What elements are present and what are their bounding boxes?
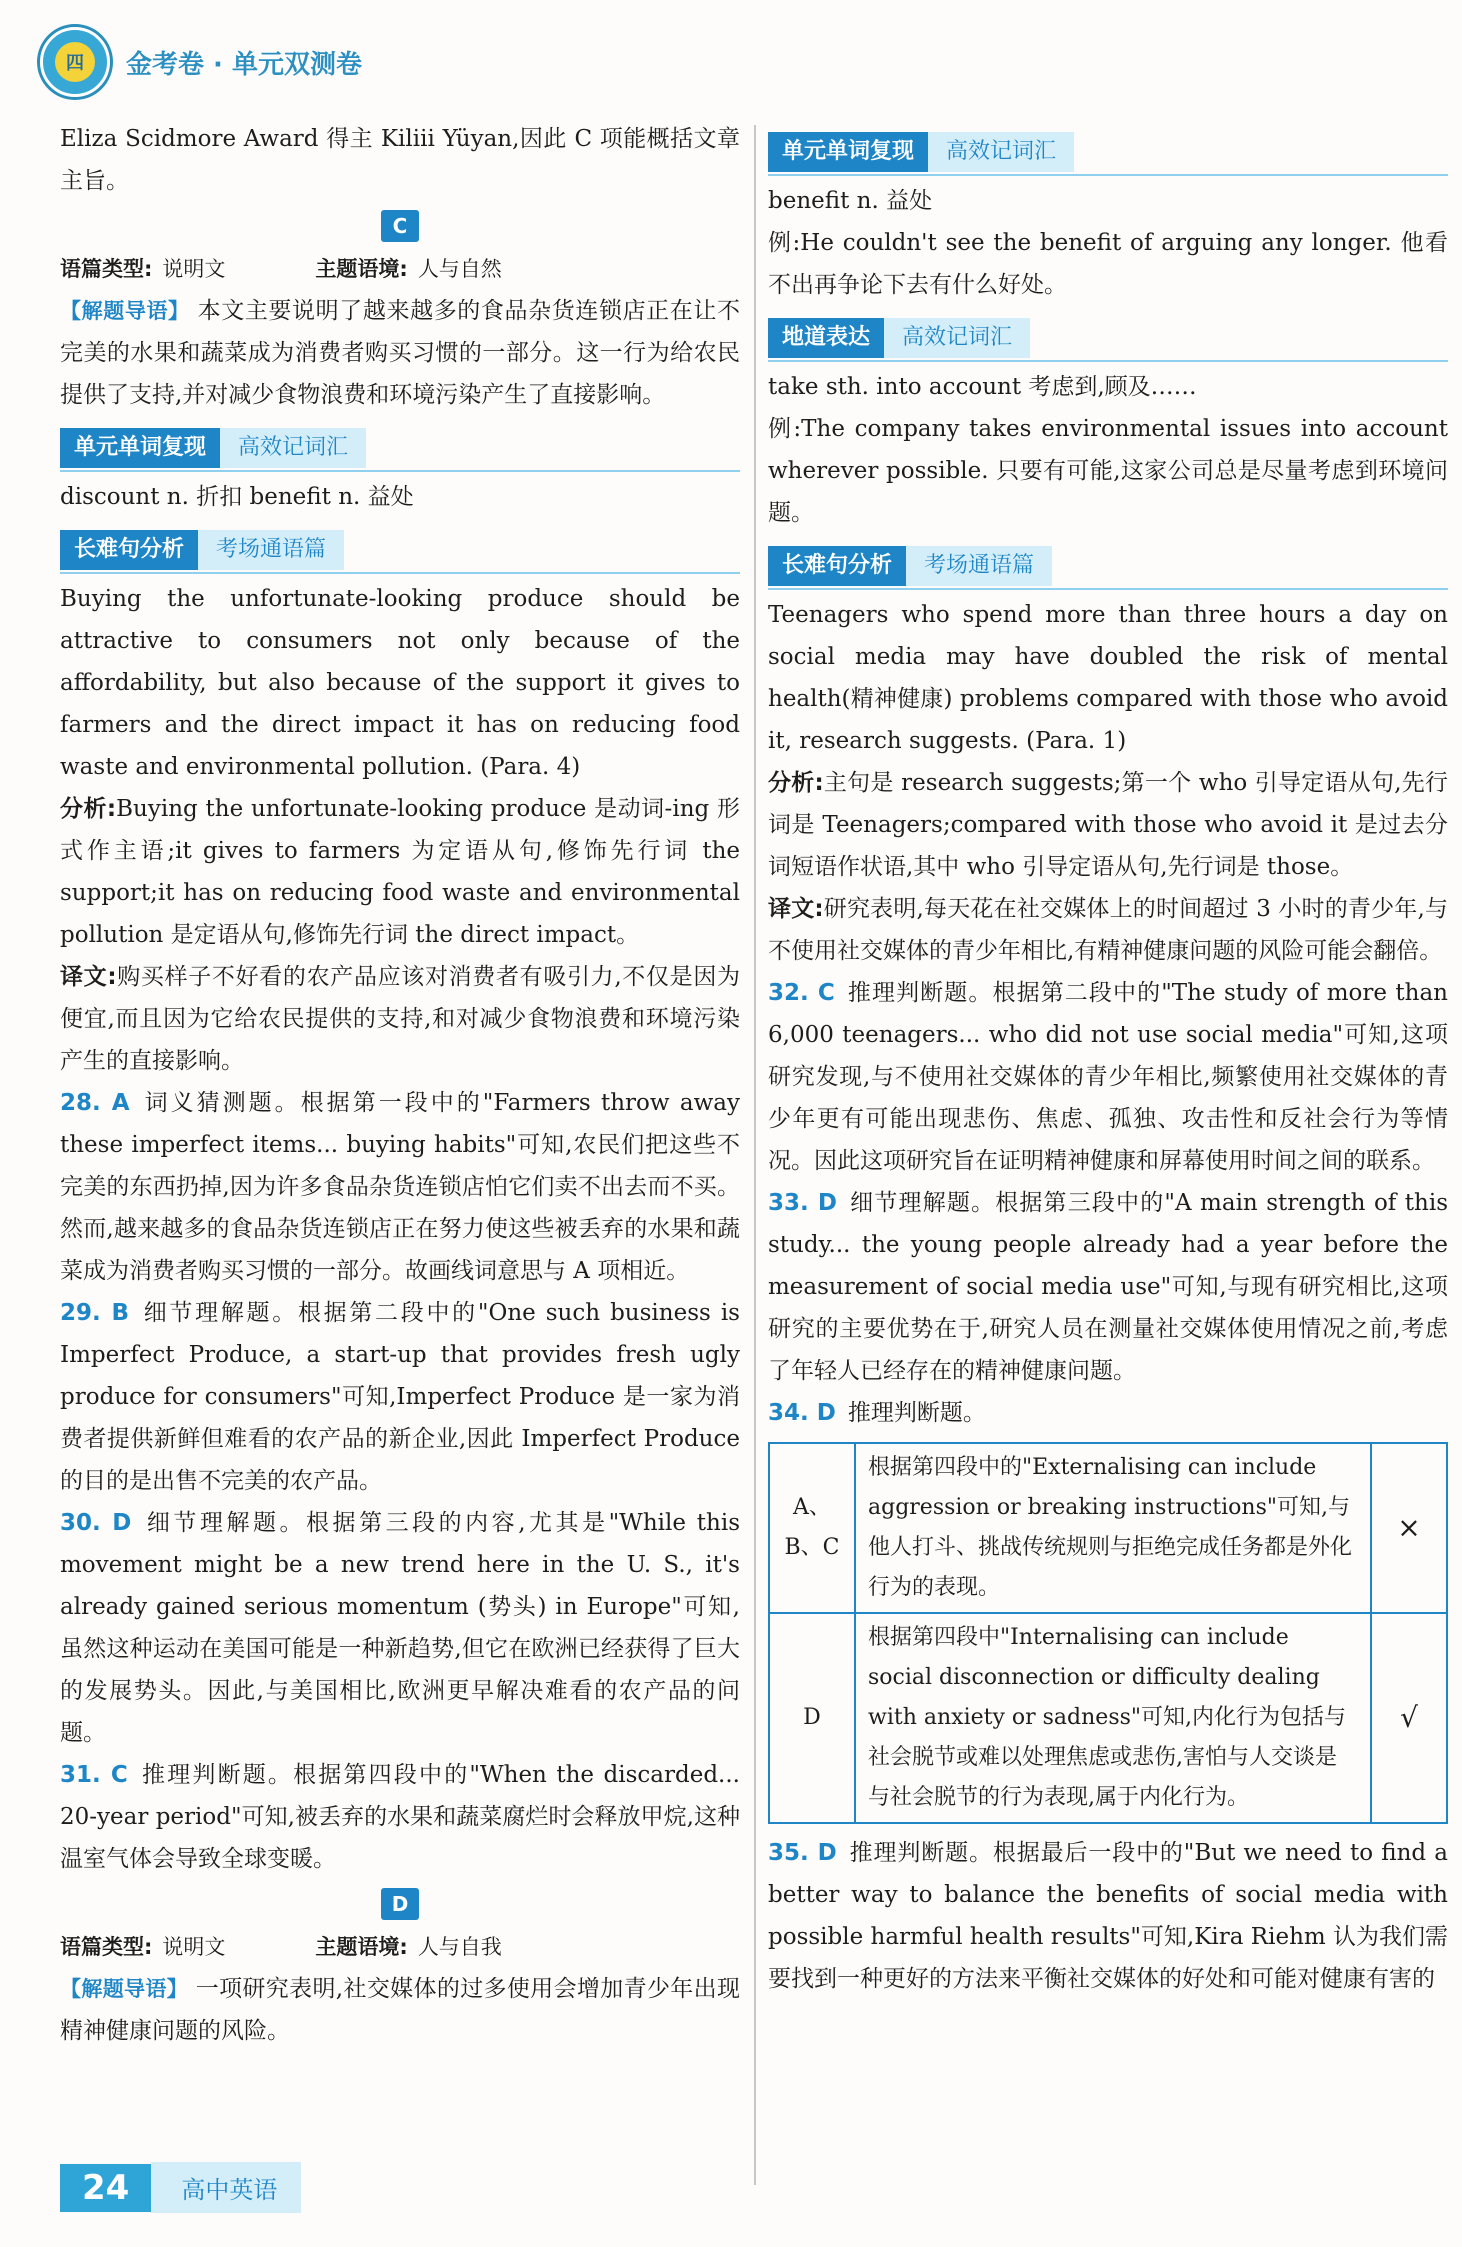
answer-31: 31. C 推理判断题。根据第四段中的"When the discarded... 20-year period"可知,被丢弃的水果和蔬菜腐烂时会释放甲烷,这种温室气体会导致全球变暖。 bbox=[60, 1762, 740, 1872]
passage-c-lead: 【解题导语】 本文主要说明了越来越多的食品杂货连锁店正在让不完美的水果和蔬菜成为消费者购买习惯的一部分。这一行为给农民提供了支持,并对减少食物浪费和环境污染产生了直接影响。 bbox=[60, 298, 741, 408]
brand-title: 金考卷 · 单元双测卷 bbox=[126, 49, 362, 80]
answer-29: 29. B 细节理解题。根据第二段中的"One such business is Imperfect Produce, a start-up that provides fresh ugly produce for consumers"可知,Imperfect Produce 是一家为消费者提供新鲜但难看的农产品的新企业,因此 Imperfect Produce 的目的是出售不完美的农产品。 bbox=[60, 1300, 740, 1494]
vocab-section-header-right: 单元单词复现 高效记词汇 bbox=[768, 130, 1448, 176]
analysis-right: 分析:主句是 research suggests;第一个 who 引导定语从句,先行词是 Teenagers;compared with those who avoid it 是过去分词短语作状语,其中 who 引导定语从句,先行词是 those。 bbox=[768, 770, 1448, 880]
option-analysis-table bbox=[768, 1442, 1448, 1824]
vocab-word: benefit n. 益处 bbox=[768, 188, 933, 214]
passage-c-type: 说明文 bbox=[162, 257, 226, 281]
table-row: A、B、C 根据第四段中的"Externalising can include aggression or breaking instructions"可知,与他人打斗、挑战传统规则与拒绝完成任务都是外化行为的表现。 × bbox=[769, 1443, 1447, 1613]
logo-text: 四 bbox=[55, 42, 95, 82]
page-number: 24 bbox=[60, 2164, 151, 2212]
expression-section-header: 地道表达 高效记词汇 bbox=[768, 316, 1448, 362]
passage-d-badge: D bbox=[381, 1888, 419, 1920]
answer-35: 35. D 推理判断题。根据最后一段中的"But we need to find a better way to balance the benefits of social media with possible harmful health results"可知,Kira Riehm 认为我们需要找到一种更好的方法来平衡社交媒体的好处和可能对健康有害的 bbox=[768, 1840, 1449, 1992]
page-header bbox=[40, 22, 362, 102]
vocab-line: discount n. 折扣 benefit n. 益处 bbox=[60, 484, 414, 510]
passage-c-theme: 人与自然 bbox=[417, 257, 502, 281]
table-row: D 根据第四段中"Internalising can include social disconnection or difficulty dealing with anxiety or sadness"可知,内化行为包括与社会脱节或难以处理焦虑或悲伤,害怕与人交谈是与社会脱节的行为表现,属于内化行为。 √ bbox=[769, 1613, 1447, 1823]
vocab-section-header: 单元单词复现 高效记词汇 bbox=[60, 426, 740, 472]
passage-d-type: 说明文 bbox=[162, 1935, 226, 1959]
answer-28: 28. A 词义猜测题。根据第一段中的"Farmers throw away these imperfect items... buying habits"可知,农民们把这些不完美的东西扔掉,因为许多食品杂货连锁店怕它们卖不出去而不买。然而,越来越多的食品杂货连锁店正在努力使这些被丢弃的水果和蔬菜成为消费者购买习惯的一部分。故画线词意思与 A 项相近。 bbox=[60, 1090, 740, 1284]
answer-33: 33. D 细节理解题。根据第三段中的"A main strength of this study... the young people already had a year before the measurement of social media use"可知,与现有研究相比,这项研究的主要优势在于,研究人员在测量社交媒体使用情况之前,考虑了年轻人已经存在的精神健康问题。 bbox=[768, 1190, 1448, 1384]
expression-phrase: take sth. into account 考虑到,顾及…… bbox=[768, 374, 1197, 400]
right-column bbox=[768, 118, 1448, 2000]
translation-right: 译文:研究表明,每天花在社交媒体上的时间超过 3 小时的青少年,与不使用社交媒体的青少年相比,有精神健康问题的风险可能会翻倍。 bbox=[768, 896, 1448, 964]
brand-logo-icon bbox=[40, 27, 110, 97]
long-sentence-section-header: 长难句分析 考场通语篇 bbox=[60, 528, 740, 574]
column-divider bbox=[754, 125, 756, 2185]
passage-d-theme: 人与自我 bbox=[417, 1935, 502, 1959]
expression-example: 例:The company takes environmental issues into account wherever possible. 只要有可能,这家公司总是尽量考虑到环境问题。 bbox=[768, 416, 1448, 526]
passage-d-meta: 语篇类型: 说明文 主题语境: 人与自我 bbox=[60, 1926, 740, 1968]
passage-d-lead: 【解题导语】 一项研究表明,社交媒体的过多使用会增加青少年出现精神健康问题的风险。 bbox=[60, 1976, 741, 2044]
left-column bbox=[60, 118, 740, 2052]
analysis: 分析:Buying the unfortunate-looking produce 是动词-ing 形式作主语;it gives to farmers 为定语从句,修饰先行词 the support;it has on reducing food waste and environmental pollution 是定语从句,修饰先行词 the direct impact。 bbox=[60, 796, 740, 948]
subject-label: 高中英语 bbox=[151, 2162, 301, 2213]
check-mark-icon: √ bbox=[1371, 1613, 1447, 1823]
passage-c-meta: 语篇类型: 说明文 主题语境: 人与自然 bbox=[60, 248, 740, 290]
vocab-example: 例:He couldn't see the benefit of arguing any longer. 他看不出再争论下去有什么好处。 bbox=[768, 230, 1448, 298]
intro-text: Eliza Scidmore Award 得主 Kiliii Yüyan,因此 C 项能概括文章主旨。 bbox=[60, 126, 740, 194]
long-sentence-right: Teenagers who spend more than three hours a day on social media may have doubled the risk of mental health(精神健康) problems compared with those who avoid it, research suggests. (Para. 1) bbox=[768, 602, 1448, 754]
passage-c-badge: C bbox=[381, 210, 419, 242]
answer-32: 32. C 推理判断题。根据第二段中的"The study of more than 6,000 teenagers... who did not use social media"可知,这项研究发现,与不使用社交媒体的青少年相比,频繁使用社交媒体的青少年更有可能出现悲伤、焦虑、孤独、攻击性和反社会行为等情况。因此这项研究旨在证明精神健康和屏幕使用时间之间的联系。 bbox=[768, 980, 1448, 1174]
answer-34: 34. D 推理判断题。 bbox=[768, 1400, 986, 1426]
answer-30: 30. D 细节理解题。根据第三段的内容,尤其是"While this movement might be a new trend here in the U. S., it's already gained serious momentum (势头) in Europe"可知,虽然这种运动在美国可能是一种新趋势,但它在欧洲已经获得了巨大的发展势头。因此,与美国相比,欧洲更早解决难看的农产品的问题。 bbox=[60, 1510, 740, 1746]
long-sentence-section-header-right: 长难句分析 考场通语篇 bbox=[768, 544, 1448, 590]
wrong-mark-icon: × bbox=[1371, 1443, 1447, 1613]
page-footer bbox=[60, 2162, 301, 2213]
translation: 译文:购买样子不好看的农产品应该对消费者有吸引力,不仅是因为便宜,而且因为它给农民提供的支持,和对减少食物浪费和环境污染产生的直接影响。 bbox=[60, 964, 740, 1074]
long-sentence: Buying the unfortunate-looking produce should be attractive to consumers not only because of the affordability, but also because of the support it gives to farmers and the direct impact it has on reducing food waste and environmental pollution. (Para. 4) bbox=[60, 586, 740, 780]
